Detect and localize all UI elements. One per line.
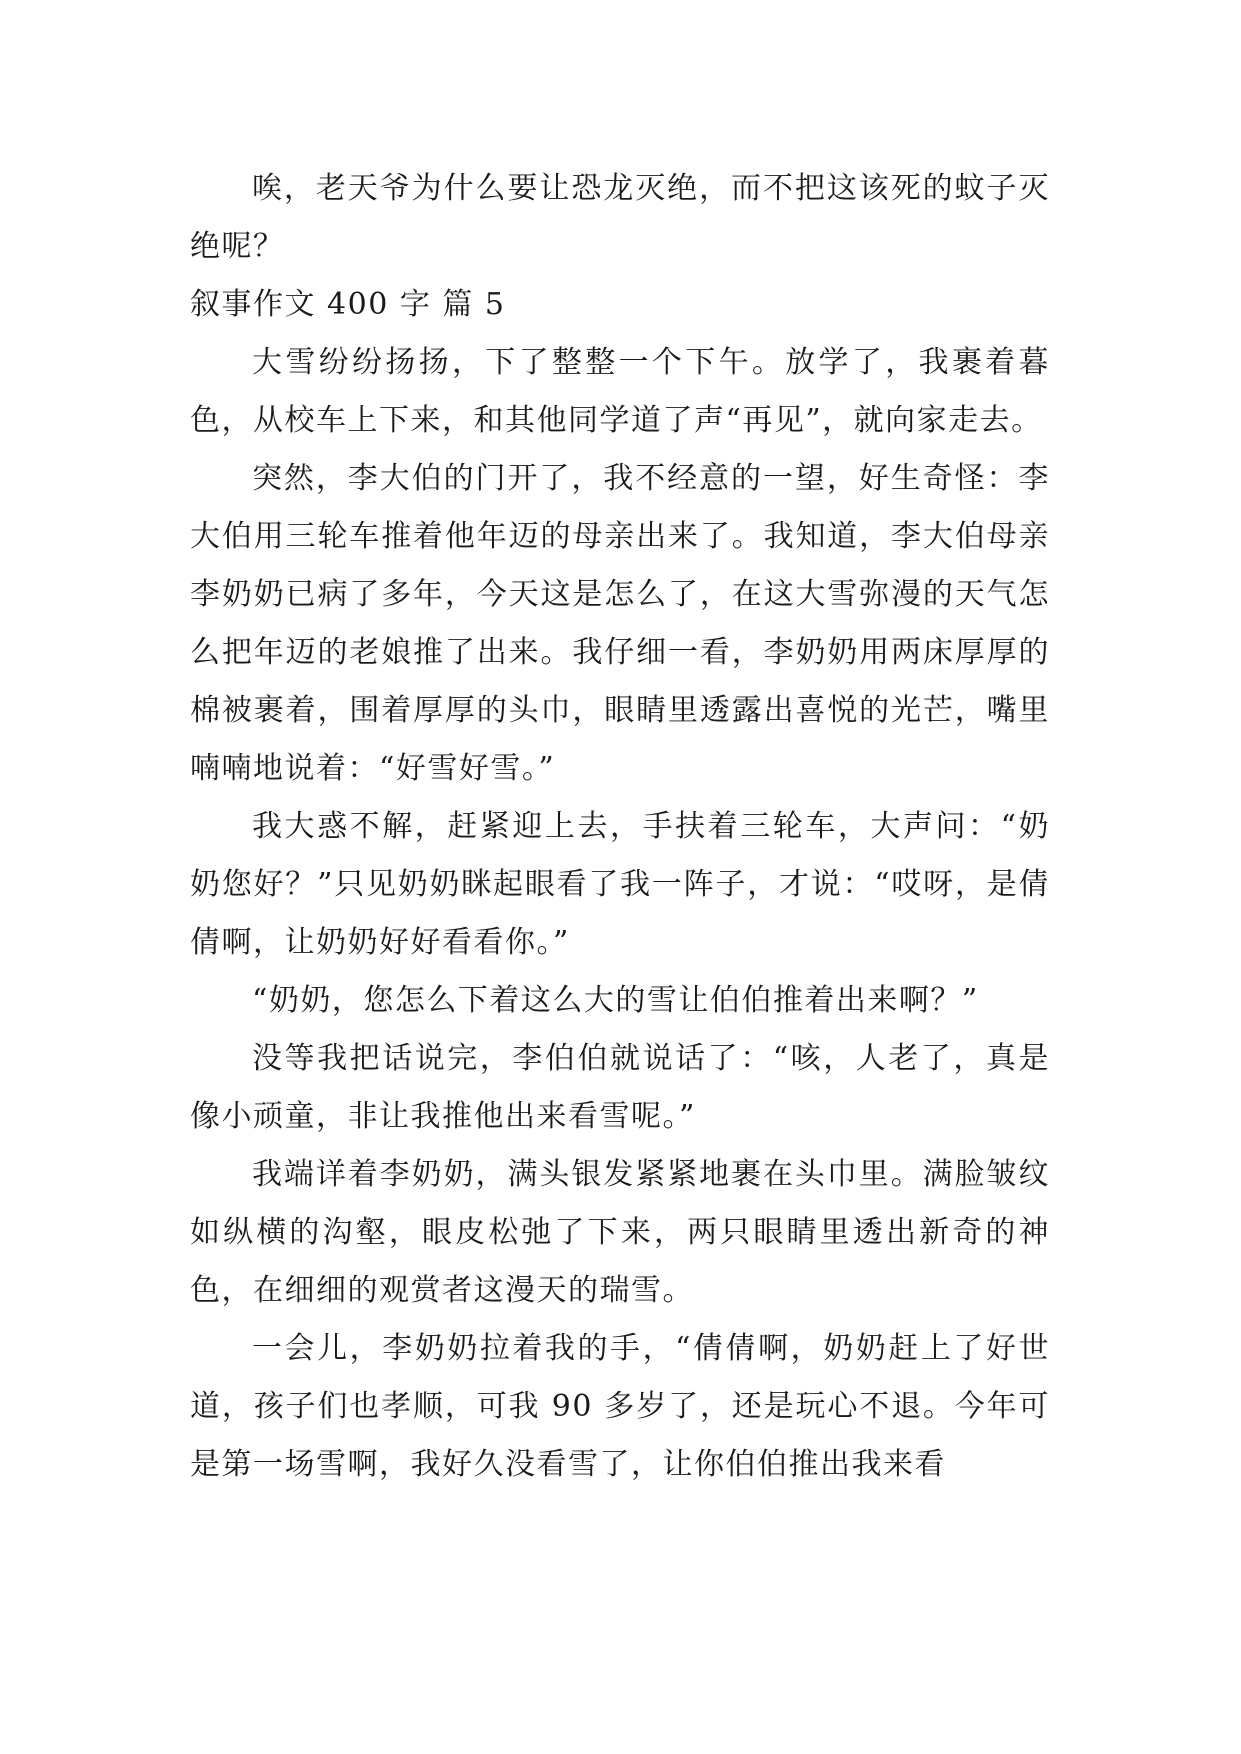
paragraph-6: 我端详着李奶奶，满头银发紧紧地裹在头巾里。满脸皱纹如纵横的沟壑，眼皮松弛了下来，两只眼睛里透出新奇的神色，在细细的观赏者这漫天的瑞雪。 bbox=[190, 1157, 1050, 1308]
paragraph-7: 一会儿，李奶奶拉着我的手，“倩倩啊，奶奶赶上了好世道，孩子们也孝顺，可我 90 多岁了，还是玩心不退。今年可是第一场雪啊，我好久没看雪了，让你伯伯推出我来看 bbox=[190, 1331, 1050, 1482]
section-title: 叙事作文 400 字 篇 5 bbox=[190, 287, 506, 322]
paragraph-1: 大雪纷纷扬扬，下了整整一个下午。放学了，我裹着暮色，从校车上下来，和其他同学道了声“再见”，就向家走去。 bbox=[190, 345, 1050, 438]
paragraph-2: 突然，李大伯的门开了，我不经意的一望，好生奇怪：李大伯用三轮车推着他年迈的母亲出来了。我知道，李大伯母亲李奶奶已病了多年，今天这是怎么了，在这大雪弥漫的天气怎么把年迈的老娘推了出来。我仔细一看，李奶奶用两床厚厚的棉被裹着，围着厚厚的头巾，眼睛里透露出喜悦的光芒，嘴里喃喃地说着：“好雪好雪。” bbox=[190, 461, 1050, 786]
paragraph-3: 我大惑不解，赶紧迎上去，手扶着三轮车，大声问：“奶奶您好？”只见奶奶眯起眼看了我一阵子，才说：“哎呀，是倩倩啊，让奶奶好好看看你。” bbox=[190, 809, 1050, 960]
paragraph-5: 没等我把话说完，李伯伯就说话了：“咳，人老了，真是像小顽童，非让我推他出来看雪呢。” bbox=[190, 1041, 1050, 1134]
intro-paragraph: 唉，老天爷为什么要让恐龙灭绝，而不把这该死的蚊子灭绝呢？ bbox=[190, 171, 1050, 264]
document-body bbox=[190, 160, 1050, 1494]
paragraph-4: “奶奶，您怎么下着这么大的雪让伯伯推着出来啊？” bbox=[252, 983, 979, 1018]
